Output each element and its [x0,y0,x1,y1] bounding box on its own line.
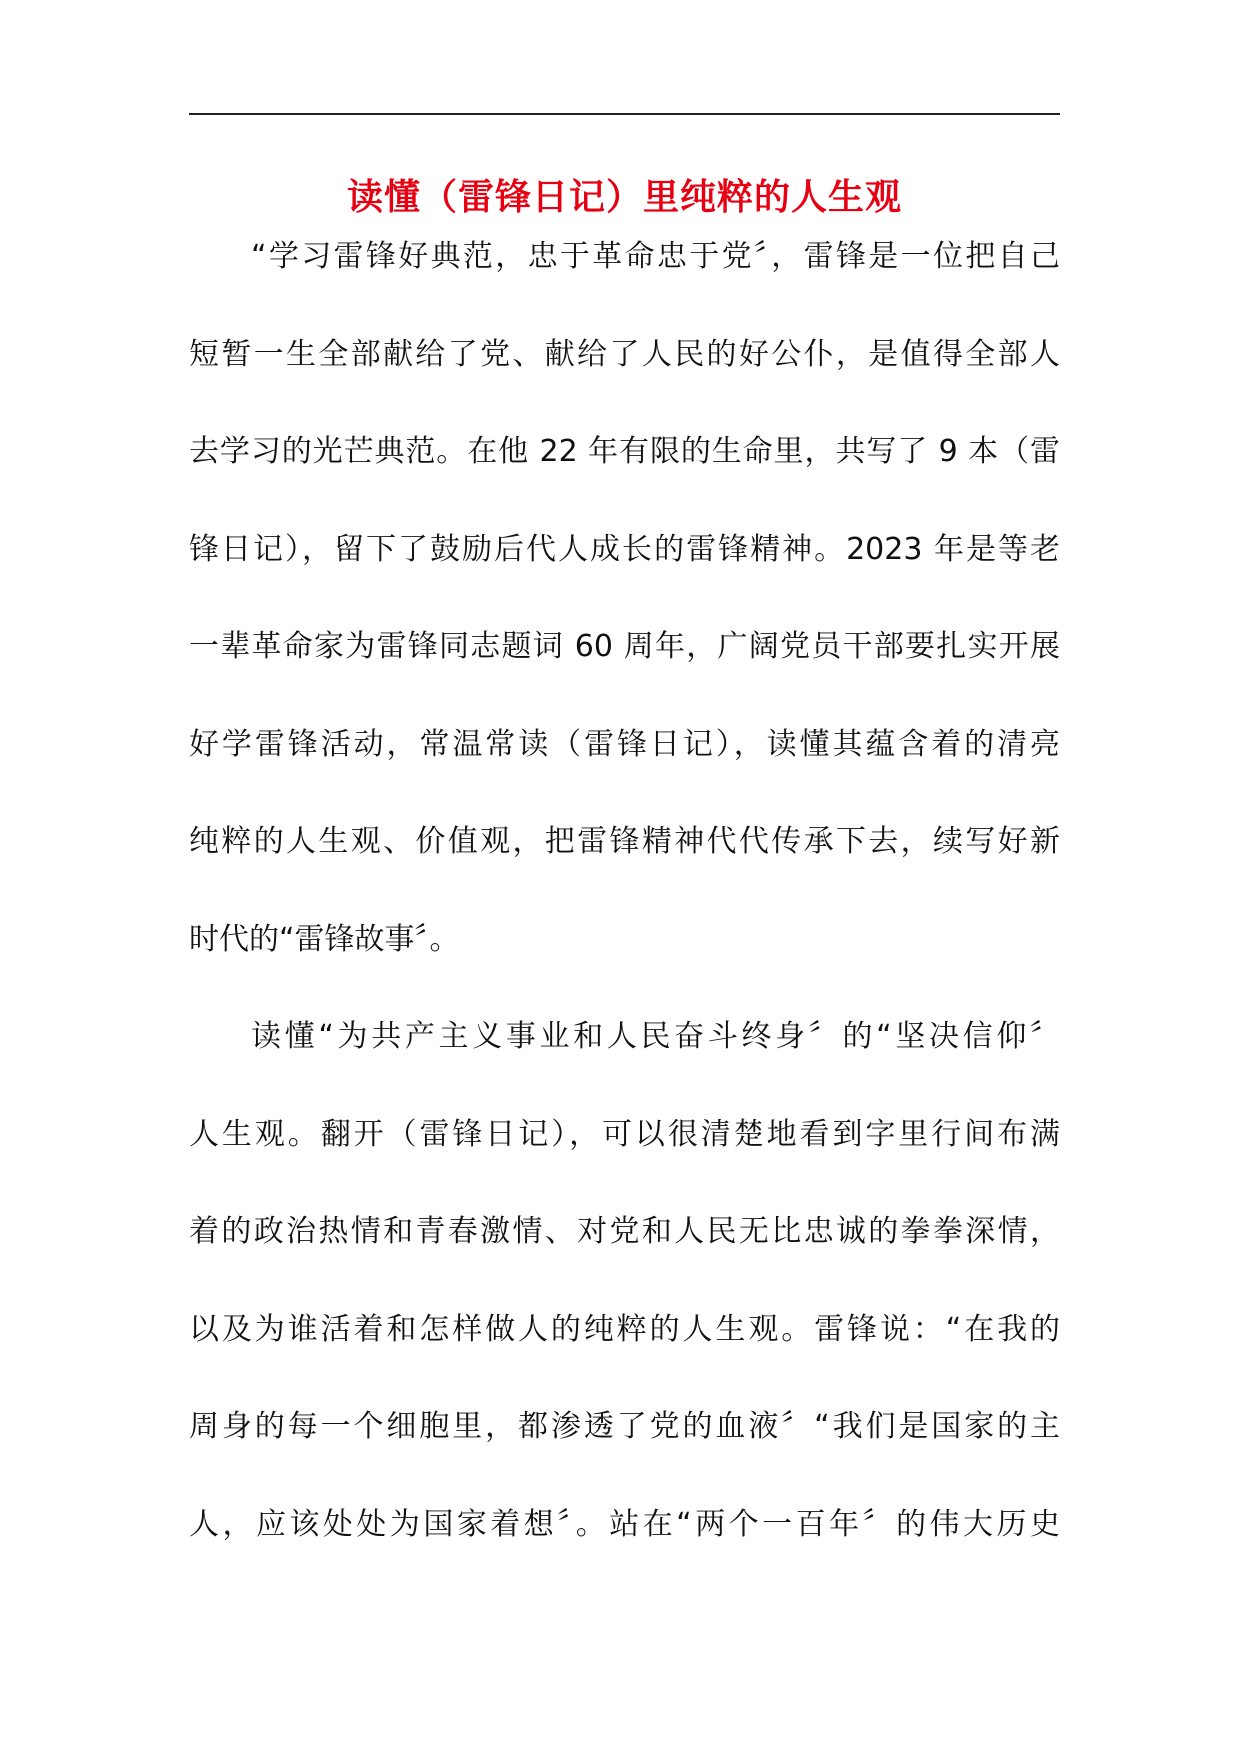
paragraph-line: 时代的“雷锋故事〞。 [189,921,460,957]
paragraph-line: 以及为谁活着和怎样做人的纯粹的人生观。雷锋说：“在我的 [189,1311,1060,1347]
paragraph-line: 读懂“为共产主义事业和人民奋斗终身〞的“坚决信仰〞 [251,1019,1060,1054]
paragraph-line: “学习雷锋好典范，忠于革命忠于党〞，雷锋是一位把自己 [251,239,1060,274]
paragraph-line: 周身的每一个细胞里，都渗透了党的血液〞“我们是国家的主 [189,1409,1060,1444]
paragraph-line: 去学习的光芒典范。在他 22 年有限的生命里，共写了 9 本（雷 [189,434,1060,469]
body-text [189,227,1060,1592]
paragraph-line: 着的政治热情和青春激情、对党和人民无比忠诚的拳拳深情， [189,1214,1060,1249]
header-rule [189,113,1060,115]
paragraph-line: 锋日记），留下了鼓励后代人成长的雷锋精神。2023 年是等老 [189,531,1060,567]
paragraph-line: 一辈革命家为雷锋同志题词 60 周年，广阔党员干部要扎实开展 [189,629,1060,664]
paragraph-line: 人生观。翻开（雷锋日记），可以很清楚地看到字里行间布满 [189,1116,1060,1152]
document-title: 读懂（雷锋日记）里纯粹的人生观 [346,177,902,218]
paragraph-line: 短暂一生全部献给了党、献给了人民的好公仆，是值得全部人 [189,336,1060,372]
paragraph-line: 好学雷锋活动，常温常读（雷锋日记），读懂其蕴含着的清亮 [189,726,1060,762]
paragraph-line: 人，应该处处为国家着想〞。站在“两个一百年〞的伟大历史 [189,1506,1060,1542]
paragraph-line: 纯粹的人生观、价值观，把雷锋精神代代传承下去，续写好新 [189,824,1060,859]
